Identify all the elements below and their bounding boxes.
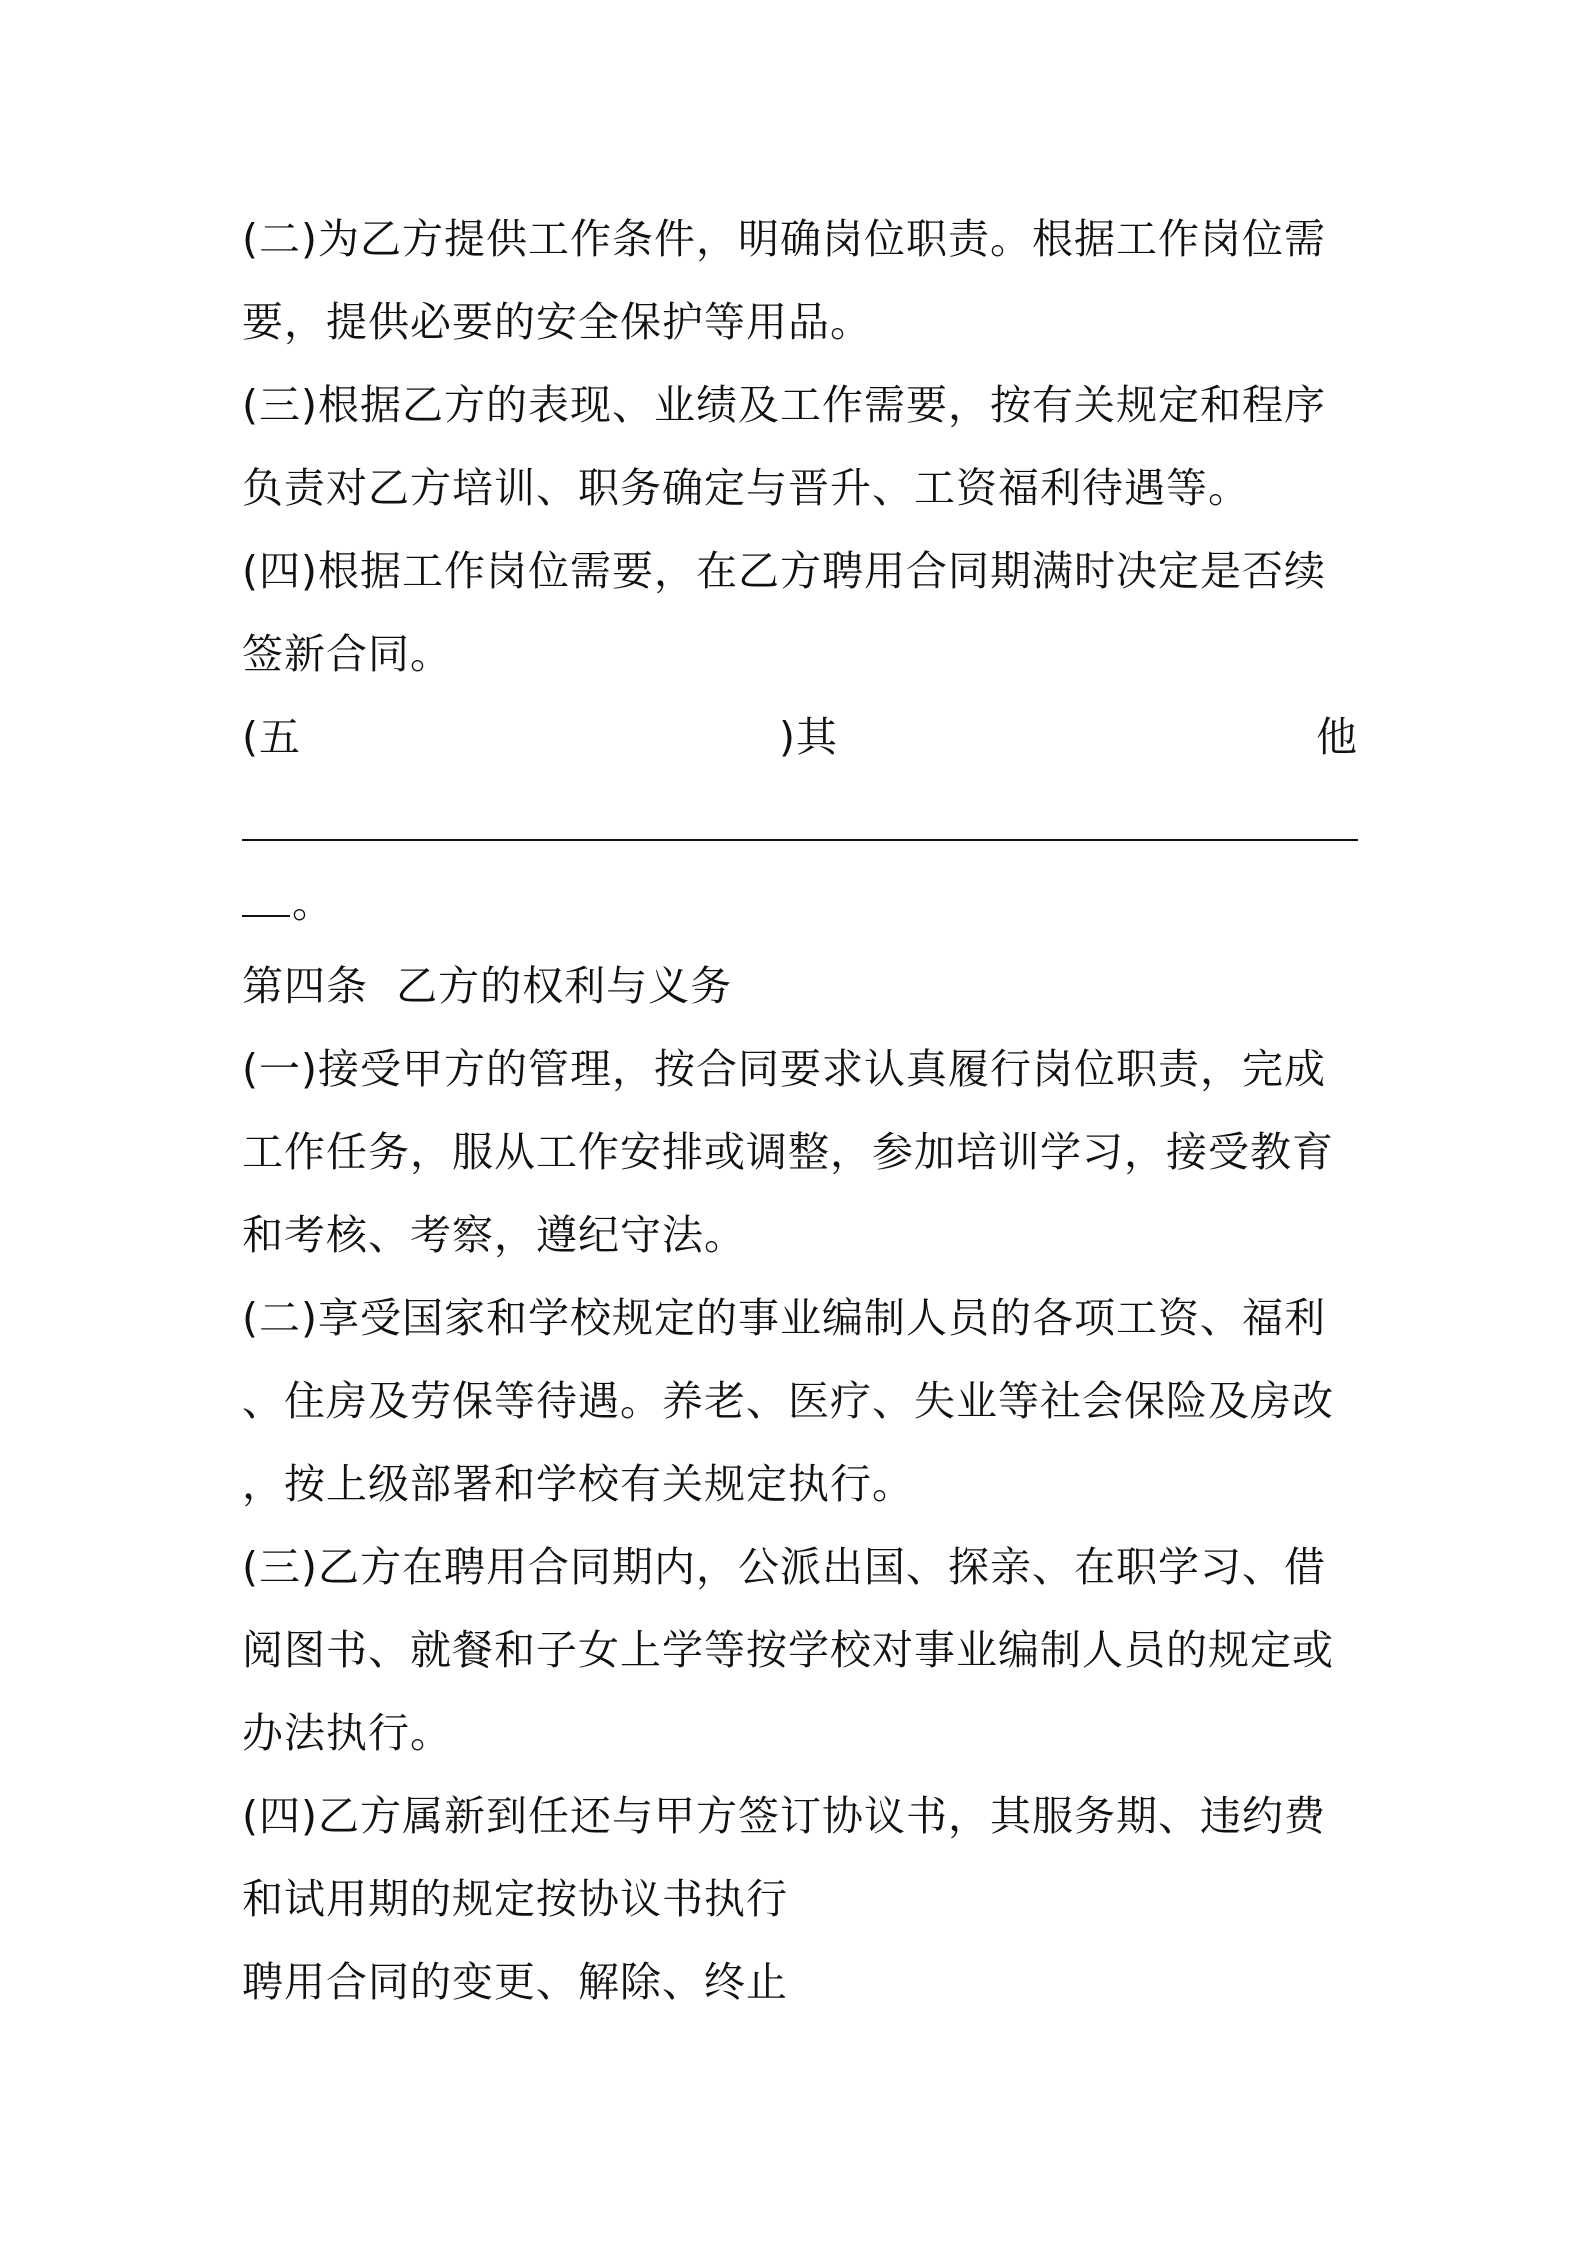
text-line: 要，提供必要的安全保护等用品。 xyxy=(242,298,872,346)
section-heading: 第四条 乙方的权利与义务 xyxy=(242,962,733,1010)
text-line: 签新合同。 xyxy=(242,630,452,678)
blank-underline-short xyxy=(242,915,290,917)
item-five-line xyxy=(242,696,1358,779)
text-line: (一)接受甲方的管理，按合同要求认真履行岗位职责，完成 xyxy=(242,1045,1326,1093)
text-line: (三)乙方在聘用合同期内，公派出国、探亲、在职学习、借 xyxy=(242,1543,1326,1591)
text-line: (二)享受国家和学校规定的事业编制人员的各项工资、福利 xyxy=(242,1294,1326,1342)
text-line: 和试用期的规定按协议书执行 xyxy=(242,1875,788,1923)
text-line: 办法执行。 xyxy=(242,1709,452,1757)
blank-fill-line xyxy=(242,779,1358,862)
text-line: (三)根据乙方的表现、业绩及工作需要，按有关规定和程序 xyxy=(242,381,1326,429)
text-line: 阅图书、就餐和子女上学等按学校对事业编制人员的规定或 xyxy=(242,1626,1334,1674)
text-line: (四)根据工作岗位需要，在乙方聘用合同期满时决定是否续 xyxy=(242,547,1326,595)
item-five-part: 他 xyxy=(1316,713,1358,761)
blank-end-mark: 。 xyxy=(292,879,334,927)
document-page xyxy=(242,198,1358,2024)
blank-underline xyxy=(242,839,1358,841)
text-line: (二)为乙方提供工作条件，明确岗位职责。根据工作岗位需 xyxy=(242,215,1326,263)
text-line: ，按上级部署和学校有关规定执行。 xyxy=(242,1460,914,1508)
item-five-part: )其 xyxy=(779,713,838,761)
text-line: 负责对乙方培训、职务确定与晋升、工资福利待遇等。 xyxy=(242,464,1250,512)
text-line: 、住房及劳保等待遇。养老、医疗、失业等社会保险及房改 xyxy=(242,1377,1334,1425)
text-line: (四)乙方属新到任还与甲方签订协议书，其服务期、违约费 xyxy=(242,1792,1326,1840)
item-five-part: (五 xyxy=(242,713,301,761)
text-line: 和考核、考察，遵纪守法。 xyxy=(242,1211,746,1259)
section-heading: 聘用合同的变更、解除、终止 xyxy=(242,1958,788,2006)
text-line: 工作任务，服从工作安排或调整，参加培训学习，接受教育 xyxy=(242,1128,1334,1176)
blank-end-line xyxy=(242,862,1358,945)
